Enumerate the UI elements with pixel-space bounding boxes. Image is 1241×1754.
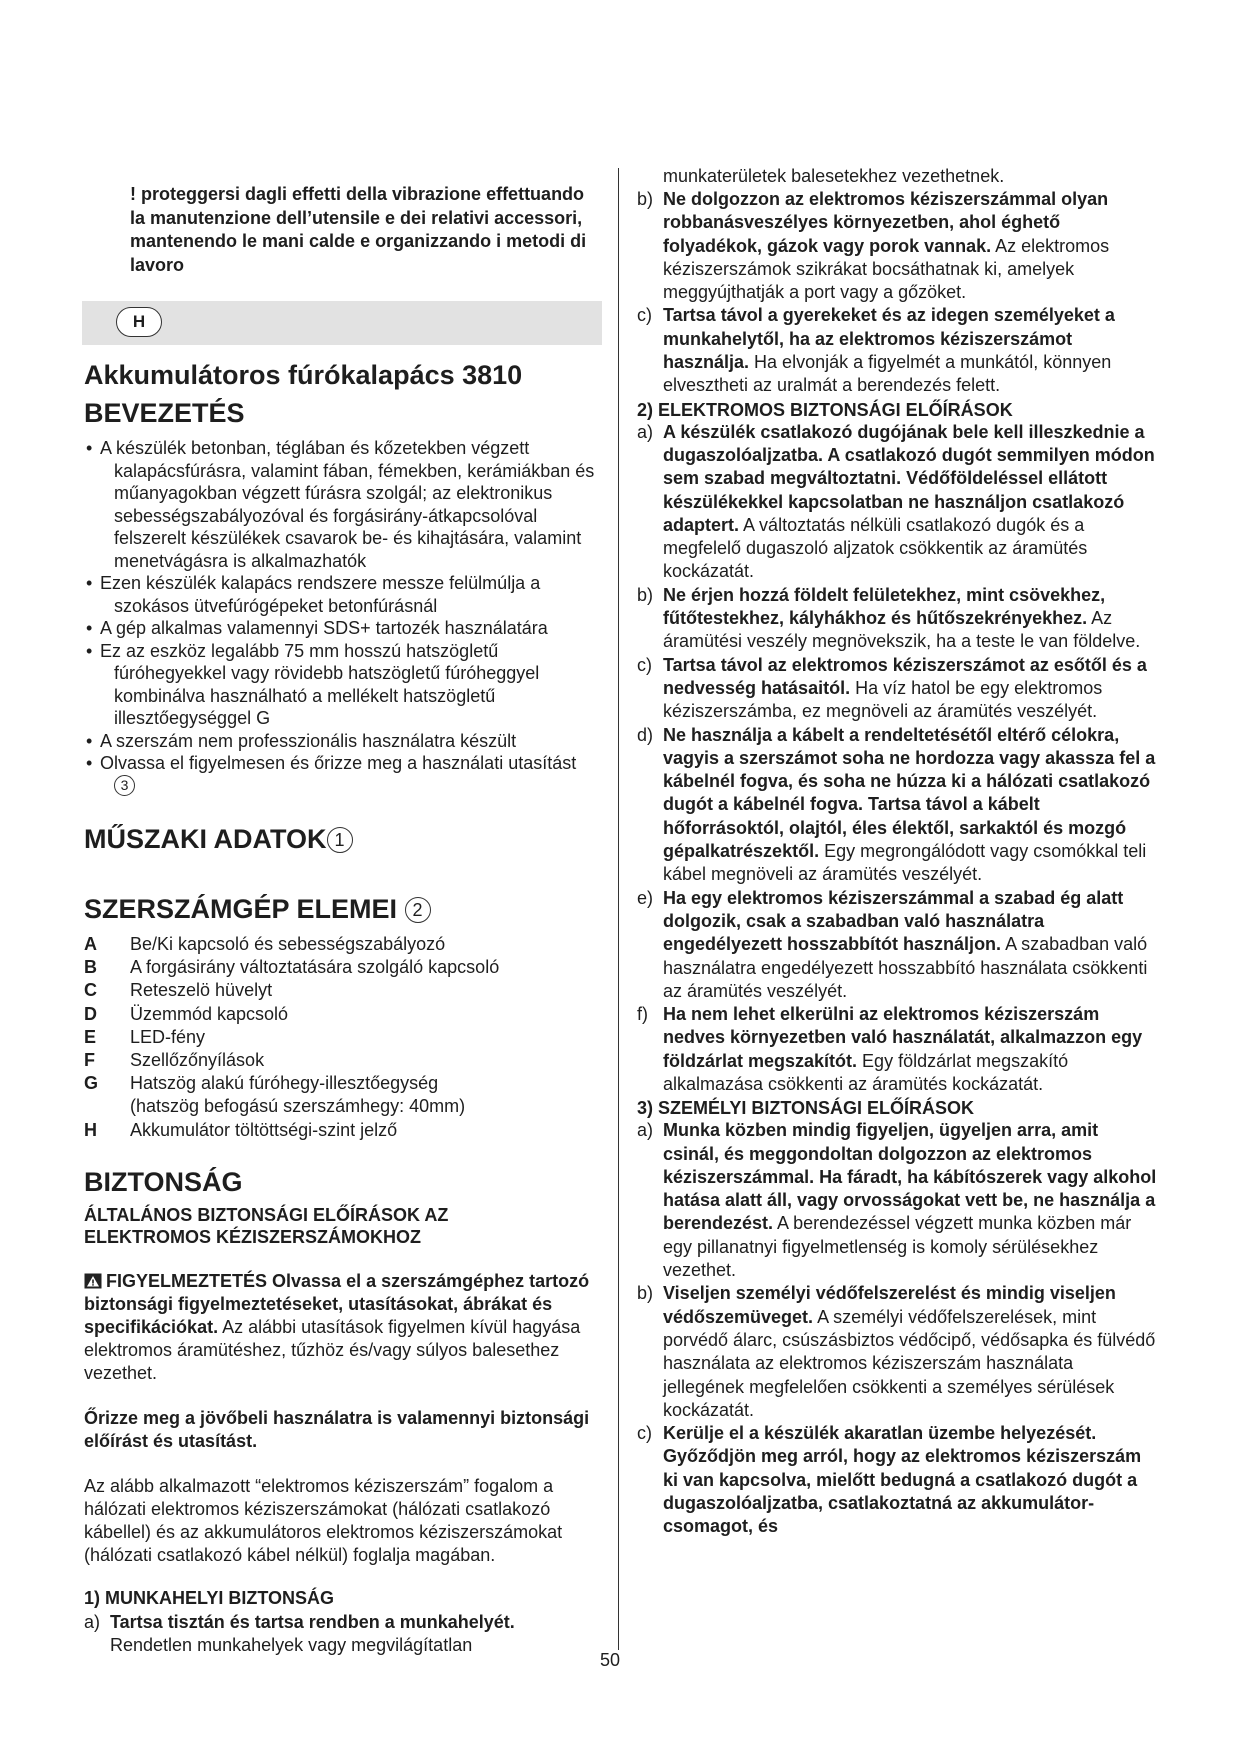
item-bold: Viseljen személyi védőfelszerelést és mindig viseljen védőszemüveget. xyxy=(663,1283,1116,1327)
left-column xyxy=(84,165,600,1657)
item-text xyxy=(663,887,1158,1003)
parts-row xyxy=(84,979,600,1002)
item-bold: Ne használja a kábelt a rendeltetésétől eltérő célokra, vagyis a szerszámot soha ne hordozza vagy akassza fel a kábelnél fogva, és soha ne húzza ki a hálózati csatlakozó dugót a kábelnél fogva. Tartsa távol a kábelt hőforrásoktól, olajtól, éles élektől, sarkaktól és mozgó gépalkatrészektől. xyxy=(663,724,1156,862)
item-normal: Az elektromos kéziszerszámok szikrákat bocsáthatnak ki, amelyek meggyújthatják a port vagy a gőzöket. xyxy=(663,235,1110,303)
part-text: Reteszelö hüvelyt xyxy=(130,980,273,1001)
item-label: c) xyxy=(637,654,652,675)
list-item xyxy=(84,752,600,797)
list-item: • A készülék betonban, téglában és kőzetekben végzett kalapácsfúrásra, valamint fában, fémekben, kerámiákban és műanyagokban végzett fúrásra szolgál; az elektronikus sebességszabályozóval és forgásirány-átkapcsolóval felszerelt készülékek csavarok be- és kihajtására, valamint menetvágásra is alkalmazhatók xyxy=(84,437,600,572)
item-bold: Ne érjen hozzá földelt felületekhez, mint csövekhez, fűtőtestekhez, kályhákhoz és hűtőszekrényekhez. xyxy=(663,584,1106,629)
item-text xyxy=(663,584,1158,654)
personal-safety-heading: 3) SZEMÉLYI BIZTONSÁGI ELŐÍRÁSOK xyxy=(637,1098,975,1119)
item-label: e) xyxy=(637,887,654,908)
warning-bold-text: FIGYELMEZTETÉS Olvassa el a szerszámgéphez tartozó biztonsági figyelmeztetéseket, utasításokat, ábrákat és specifikációkat. xyxy=(84,1270,590,1337)
part-key: F xyxy=(84,1050,95,1071)
keep-instructions: Őrizze meg a jövőbeli használatra is valamennyi biztonsági előírást és utasítást. xyxy=(84,1407,590,1451)
part-key: H xyxy=(84,1119,97,1140)
electrical-safety-heading: 2) ELEKTROMOS BIZTONSÁGI ELŐÍRÁSOK xyxy=(637,399,1013,420)
personal-safety-list xyxy=(637,1119,1158,1538)
item-text xyxy=(663,1119,1158,1282)
italian-vibration-note: ! proteggersi dagli effetti della vibrazione effettuando la manutenzione dell’utensile e dei relativi accessori, mantenendo le mani calde e organizzando i metodi di lavoro xyxy=(130,184,587,275)
part-key: A xyxy=(84,934,97,954)
item-normal: Ha víz hatol be egy elektromos kéziszerszámba, ez megnöveli az áramütés veszélyét. xyxy=(663,677,1103,722)
item-label: b) xyxy=(637,1283,654,1304)
electrical-safety-list xyxy=(637,421,1158,1097)
list-item xyxy=(637,654,1158,724)
item-normal: Az áramütési veszély megnövekszik, ha a teste le van földelve. xyxy=(663,608,1141,652)
part-key: G xyxy=(84,1073,99,1094)
item-label: c) xyxy=(637,305,652,326)
column-divider xyxy=(618,168,619,1650)
list-item xyxy=(637,724,1158,887)
list-item xyxy=(637,188,1158,304)
item-bold: Tartsa távol az elektromos kéziszerszámot az esőtől és a nedvesség hatásaitól. xyxy=(663,654,1147,698)
part-text: Akkumulátor töltöttségi-szint jelző xyxy=(130,1119,398,1140)
item-text xyxy=(663,1003,1158,1096)
item-text xyxy=(663,654,1158,724)
item-text xyxy=(110,1611,600,1658)
part-text: Be/Ki kapcsoló és sebességszabályozó xyxy=(130,934,446,954)
item-bold: Ha egy elektromos kéziszerszámmal a szabad ég alatt dolgozik, csak a szabadban való használatra engedélyezett hosszabbítót használjon. xyxy=(663,887,1124,955)
list-item xyxy=(637,304,1158,397)
item-text xyxy=(663,421,1158,584)
continuation-text: munkaterületek balesetekhez vezethetnek. xyxy=(663,166,1005,186)
warning-normal-text: Az alábbi utasítások figyelmen kívül hagyása elektromos áramütéshez, tűzhöz és/vagy súlyos balesethez vezethet. xyxy=(84,1316,581,1383)
item-normal: A változtatás nélküli csatlakozó dugók és a megfelelő dugaszoló aljzatok csökkentik az áramütés kockázatát. xyxy=(663,514,1088,582)
page-title: Akkumulátoros fúrókalapács 3810 xyxy=(84,360,523,390)
list-item xyxy=(637,887,1158,1003)
list-item: • Ezen készülék kalapács rendszere messze felülmúlja a szokásos ütvefúrógépeket betonfúrásnál xyxy=(84,572,600,617)
item-label: f) xyxy=(637,1004,648,1025)
item-text xyxy=(663,1422,1158,1538)
part-text: (hatszög befogású szerszámhegy: 40mm) xyxy=(130,1096,466,1117)
parts-row xyxy=(84,1049,600,1072)
parts-row xyxy=(84,1095,600,1118)
work-area-list-continued xyxy=(637,188,1158,398)
part-key: C xyxy=(84,980,97,1001)
item-bold: Kerülje el a készülék akaratlan üzembe helyezését. Győződjön meg arról, hogy az elektromos kéziszerszám ki van kapcsolva, mielőtt bedugná a csatlakozó dugót a dugaszolóaljzatba, csatlakoztatná az akkumulátor-csomagot, és xyxy=(663,1423,1142,1537)
item-bold: Tartsa távol a gyerekeket és az idegen személyeket a munkahelytől, ha az elektromos kéziszerszámot használja. xyxy=(663,305,1115,373)
part-key: E xyxy=(84,1026,97,1047)
item-normal: A szabadban való használatra engedélyezett hosszabbító használata csökkenti az áramütés veszélyét. xyxy=(663,934,1148,1001)
parts-row xyxy=(84,1072,600,1095)
parts-list xyxy=(84,933,600,1142)
parts-row xyxy=(84,1003,600,1026)
warning-triangle-icon xyxy=(84,1273,102,1289)
parts-row xyxy=(84,1119,600,1142)
list-item xyxy=(637,1422,1158,1538)
list-item xyxy=(84,1611,600,1658)
item-bold: Munka közben mindig figyeljen, ügyeljen arra, amit csinál, és meggondoltan dolgozzon az elektromos kéziszerszámmal. Ha fáradt, ha kábítószerek vagy alkohol hatása alatt áll, vagy orvosságokat vett be, ne használja a berendezést. xyxy=(663,1120,1157,1234)
item-label: a) xyxy=(84,1611,101,1632)
page-number: 50 xyxy=(600,1650,621,1670)
item-normal: A berendezéssel végzett munka közben már egy pillanatnyi figyelmetlenség is komoly sérülésekhez vezethet. xyxy=(663,1213,1132,1281)
item-normal: A személyi védőfelszerelések, mint porvédő álarc, csúszásbiztos védőcipő, védősapka és fülvédő használata az elektromos kéziszerszám használata jellegének megfelelően csökkenti a személyes sérülések kockázatát. xyxy=(663,1306,1156,1420)
work-area-list xyxy=(84,1611,600,1658)
item-bold: A készülék csatlakozó dugójának bele kell illeszkednie a dugaszolóaljzatba. A csatlakozó dugót semmilyen módon sem szabad megváltoztatni. Védőföldeléssel ellátott készülékekkel kapcsolatban ne használjon csatlakozó adaptert. xyxy=(663,421,1155,535)
item-text xyxy=(663,724,1158,887)
item-label: b) xyxy=(637,189,654,209)
item-text xyxy=(663,1282,1158,1422)
item-bold: Ne dolgozzon az elektromos kéziszerszámmal olyan robbanásveszélyes környezetben, ahol éghető folyadékok, gázok vagy porok vannak. xyxy=(663,189,1109,256)
item-normal: Egy megrongálódott vagy csomókkal teli kábel megnöveli az áramütés veszélyét. xyxy=(663,841,1147,885)
warning-paragraph xyxy=(84,1270,600,1385)
intro-heading: BEVEZETÉS xyxy=(84,398,245,428)
safety-subheading: ÁLTALÁNOS BIZTONSÁGI ELŐÍRÁSOK AZ ELEKTROMOS KÉZISZERSZÁMOKHOZ xyxy=(84,1204,449,1247)
list-item xyxy=(637,421,1158,584)
parts-heading-text: SZERSZÁMGÉP ELEMEI xyxy=(84,894,398,924)
item-label: a) xyxy=(637,421,654,442)
intro-bullet-list xyxy=(84,437,600,797)
list-item-text: Olvassa el figyelmesen és őrizze meg a használati utasítást xyxy=(100,753,577,773)
item-normal: Ha elvonják a figyelmét a munkától, könnyen elvesztheti az uralmát a berendezés felett. xyxy=(663,352,1112,396)
part-key: D xyxy=(84,1003,97,1024)
tech-data-heading-text: MŰSZAKI ADATOK xyxy=(84,824,327,854)
item-label: b) xyxy=(637,584,654,605)
part-text: LED-fény xyxy=(130,1026,206,1047)
list-item: • A szerszám nem professzionális használatra készült xyxy=(84,730,600,753)
item-label: c) xyxy=(637,1423,652,1444)
figure-ref-3: 3 xyxy=(114,775,135,796)
safety-heading: BIZTONSÁG xyxy=(84,1166,243,1197)
item-bold: Ha nem lehet elkerülni az elektromos kéziszerszám nedves környezetben való használatát, alkalmazzon egy földzárlat megszakítót. xyxy=(663,1004,1143,1071)
item-label: d) xyxy=(637,724,654,745)
definition-paragraph: Az alább alkalmazott “elektromos kéziszerszám” fogalom a hálózati elektromos kéziszerszámokat (hálózati csatlakozó kábellel) és az akkumulátoros elektromos kéziszerszámokat (hálózati csatlakozó kábel nélkül) foglalja magában. xyxy=(84,1475,563,1565)
part-key xyxy=(84,1095,130,1118)
list-item xyxy=(637,584,1158,654)
parts-heading xyxy=(84,891,600,927)
work-area-heading: 1) MUNKAHELYI BIZTONSÁG xyxy=(84,1587,335,1608)
item-normal: Rendetlen munkahelyek vagy megvilágítatlan xyxy=(110,1635,473,1656)
item-normal: Egy földzárlat megszakító alkalmazása csökkenti az áramütés kockázatát. xyxy=(663,1050,1069,1094)
language-section-band xyxy=(82,301,602,345)
figure-ref-1: 1 xyxy=(327,827,353,853)
parts-row xyxy=(84,933,600,956)
item-bold: Tartsa tisztán és tartsa rendben a munkahelyét. xyxy=(110,1611,515,1632)
language-badge: H xyxy=(116,307,162,337)
part-text: Szellőzőnyílások xyxy=(130,1050,265,1071)
list-item xyxy=(637,1119,1158,1282)
parts-row xyxy=(84,956,600,979)
item-text xyxy=(663,304,1158,397)
tech-data-heading xyxy=(84,821,600,857)
item-text xyxy=(663,188,1158,304)
list-item xyxy=(637,1282,1158,1422)
figure-ref-2: 2 xyxy=(405,897,431,923)
part-text: Hatszög alakú fúróhegy-illesztőegység xyxy=(130,1073,439,1094)
parts-row xyxy=(84,1026,600,1049)
right-column xyxy=(637,165,1158,1539)
item-label: a) xyxy=(637,1120,654,1141)
list-item: • A gép alkalmas valamennyi SDS+ tartozék használatára xyxy=(84,617,600,640)
part-key: B xyxy=(84,957,97,978)
list-item xyxy=(637,1003,1158,1096)
part-text: A forgásirány változtatására szolgáló kapcsoló xyxy=(130,957,500,978)
part-text: Üzemmód kapcsoló xyxy=(130,1003,289,1024)
list-item: • Ez az eszköz legalább 75 mm hosszú hatszögletű fúróhegyekkel vagy rövidebb hatszögletű fúróheggyel kombinálva használható a mellékelt hatszögletű illesztőegységgel G xyxy=(84,640,600,730)
